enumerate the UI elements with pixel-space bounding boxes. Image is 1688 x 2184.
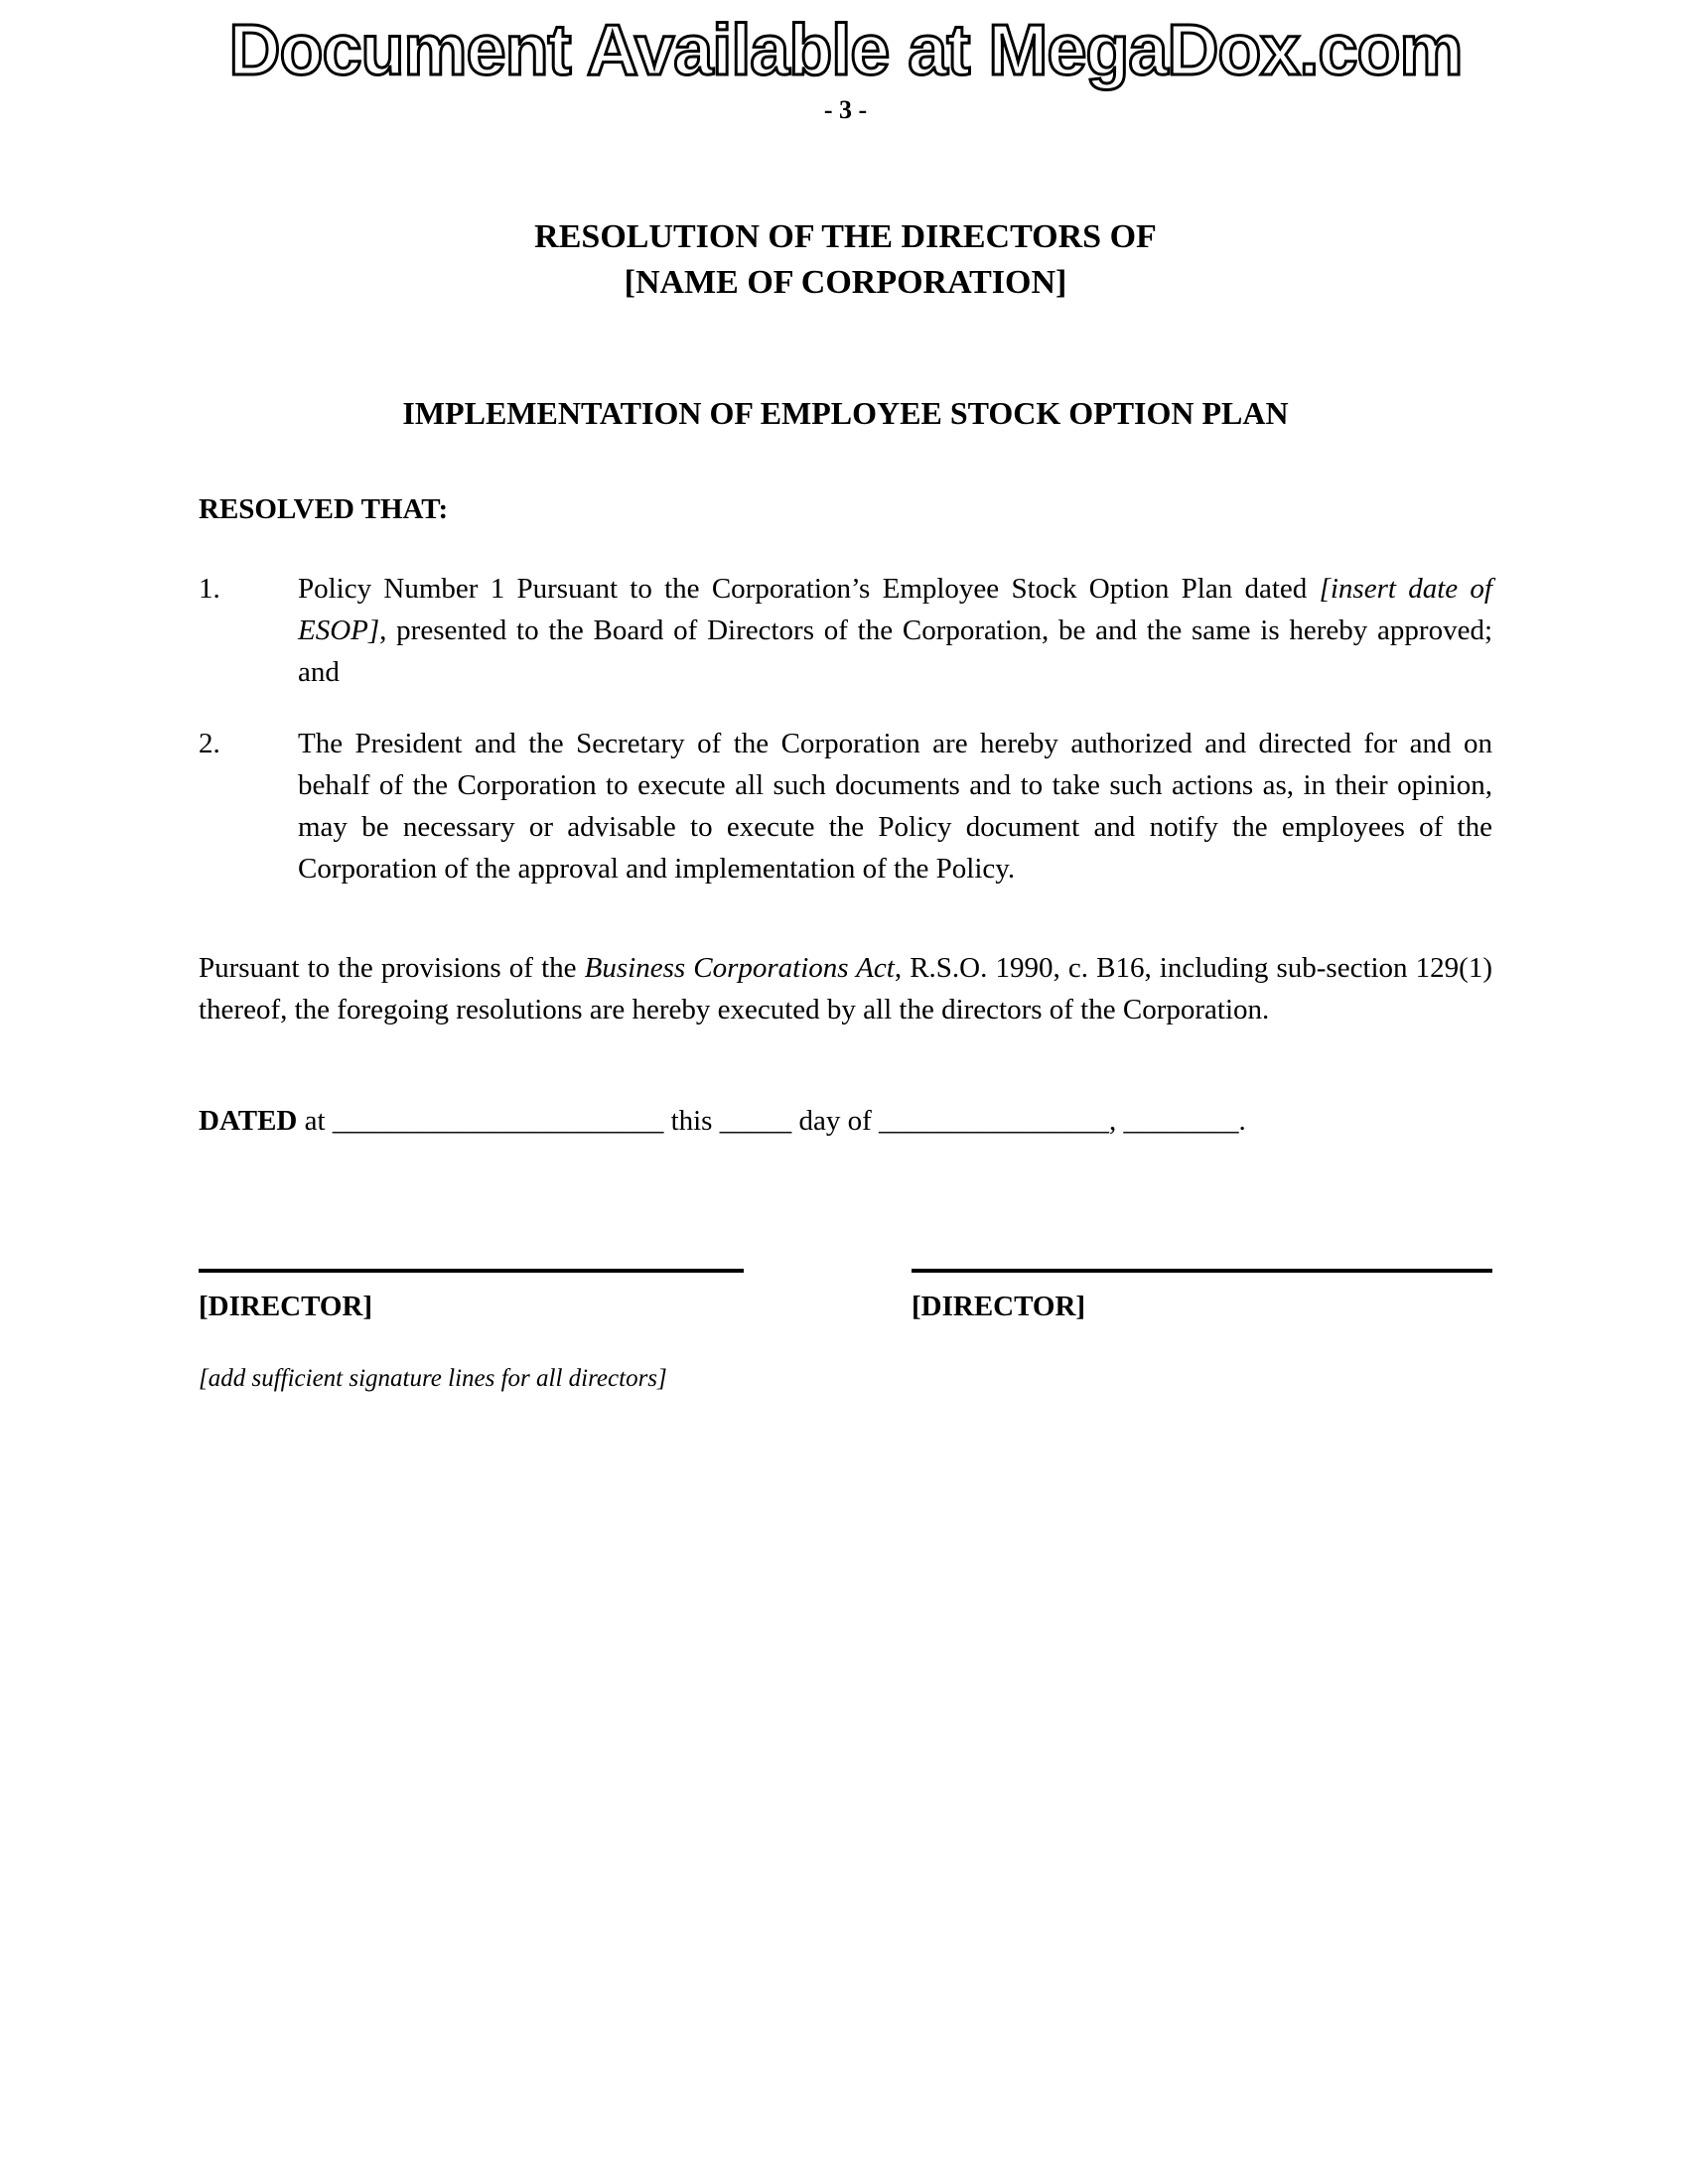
megadox-watermark-text: Document Available at MegaDox.com (228, 11, 1463, 90)
resolved-heading: RESOLVED THAT: (199, 493, 449, 525)
dated-at-word: at (304, 1105, 326, 1137)
signature-note: [add sufficient signature lines for all directors] (199, 1365, 667, 1392)
resolution-number-1: 1. (199, 573, 220, 605)
document-title (199, 214, 1492, 306)
director-label-2: [DIRECTOR] (912, 1291, 1086, 1322)
resolution-item-1 (199, 568, 1492, 693)
resolution-1-italic-placeholder: [insert date of ESOP] (298, 573, 1492, 646)
dated-dayof-words: day of (798, 1105, 872, 1137)
signature-line-1 (199, 1269, 744, 1273)
closing-text-after: , R.S.O. 1990, c. B16, including sub-section 129(1) thereof, the foregoing resolutions are hereby executed by all the directors of the Corporation. (199, 952, 1492, 1025)
resolution-item-2 (199, 723, 1492, 889)
closing-paragraph (199, 947, 1492, 1030)
document-subtitle: IMPLEMENTATION OF EMPLOYEE STOCK OPTION PLAN (402, 395, 1289, 431)
resolution-2-text-before: The President and the Secretary of the Corporation are hereby authorized and directed for and on behalf of the Corporation to execute all such documents and to take such actions as, in their opinion, may be necessary or advisable to execute the Policy document and notify the employees of the Corporation of the approval and implementation of the Policy. (298, 728, 1492, 885)
dated-line (199, 1100, 1492, 1142)
resolution-1-text-before: Policy Number 1 Pursuant to the Corporation’s Employee Stock Option Plan dated (298, 573, 1320, 605)
closing-act-name-italic: Business Corporations Act (584, 952, 895, 984)
signature-row (199, 1269, 1492, 1326)
dated-label: DATED (199, 1105, 298, 1137)
closing-text-before: Pursuant to the provisions of the (199, 952, 585, 984)
dated-day-blank: _____ (719, 1105, 792, 1137)
dated-this-word: this (670, 1105, 713, 1137)
resolution-1-text-after: , presented to the Board of Directors of the Corporation, be and the same is hereby approved; and (298, 614, 1492, 688)
page-number: - 3 - (823, 95, 868, 124)
title-line-2: [NAME OF CORPORATION] (624, 264, 1067, 301)
resolution-number-2: 2. (199, 728, 220, 759)
title-line-1: RESOLUTION OF THE DIRECTORS OF (534, 218, 1157, 255)
dated-month-blank: ________________, (879, 1105, 1117, 1137)
signature-line-2 (912, 1269, 1492, 1273)
director-label-1: [DIRECTOR] (199, 1291, 373, 1322)
signature-block-1 (199, 1269, 744, 1326)
signature-block-2 (912, 1269, 1492, 1326)
dated-place-blank: _______________________ (332, 1105, 664, 1137)
dated-year-blank: ________. (1123, 1105, 1246, 1137)
resolution-text-2 (298, 723, 1492, 889)
resolution-text-1 (298, 568, 1492, 693)
